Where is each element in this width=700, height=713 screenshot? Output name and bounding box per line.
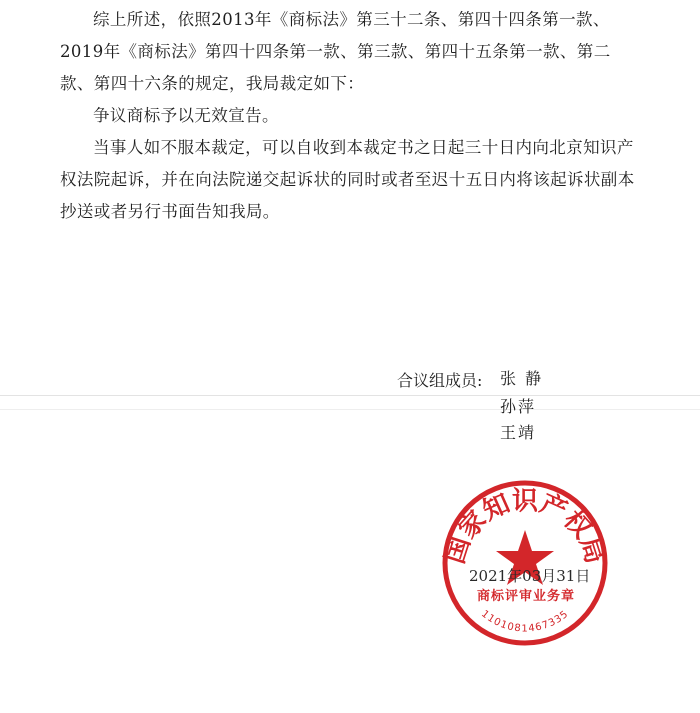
panel-member: 张 静 xyxy=(500,369,544,388)
panel-member: 王靖 xyxy=(500,423,537,442)
official-seal xyxy=(440,478,610,648)
panel-label: 合议组成员: xyxy=(397,371,483,390)
issue-date: 2021年03月31日 xyxy=(469,567,591,585)
scan-artifact-line xyxy=(0,409,700,410)
seal-code: 1101081467335 xyxy=(479,608,571,635)
seal-org-name: 国家知识产权局 xyxy=(440,486,610,568)
scan-artifact-line xyxy=(0,395,700,396)
seal-graphic xyxy=(440,478,610,648)
appeal-notice-paragraph: 当事人如不服本裁定，可以自收到本裁定书之日起三十日内向北京知识产权法院起诉，并在向法院递交起诉状的同时或者至迟十五日内将该起诉状副本抄送或者另行书面告知我局。 xyxy=(60,138,635,221)
seal-unit-name: 商标评审业务章 xyxy=(477,589,576,604)
ruling-paragraph: 争议商标予以无效宣告。 xyxy=(93,106,279,125)
conclusion-paragraph: 综上所述，依照2013年《商标法》第三十二条、第四十四条第一款、2019年《商标法》第四十四条第一款、第三款、第四十五条第一款、第二款、第四十六条的规定，我局裁定如下： xyxy=(60,10,611,93)
panel-member: 孙萍 xyxy=(500,397,537,416)
